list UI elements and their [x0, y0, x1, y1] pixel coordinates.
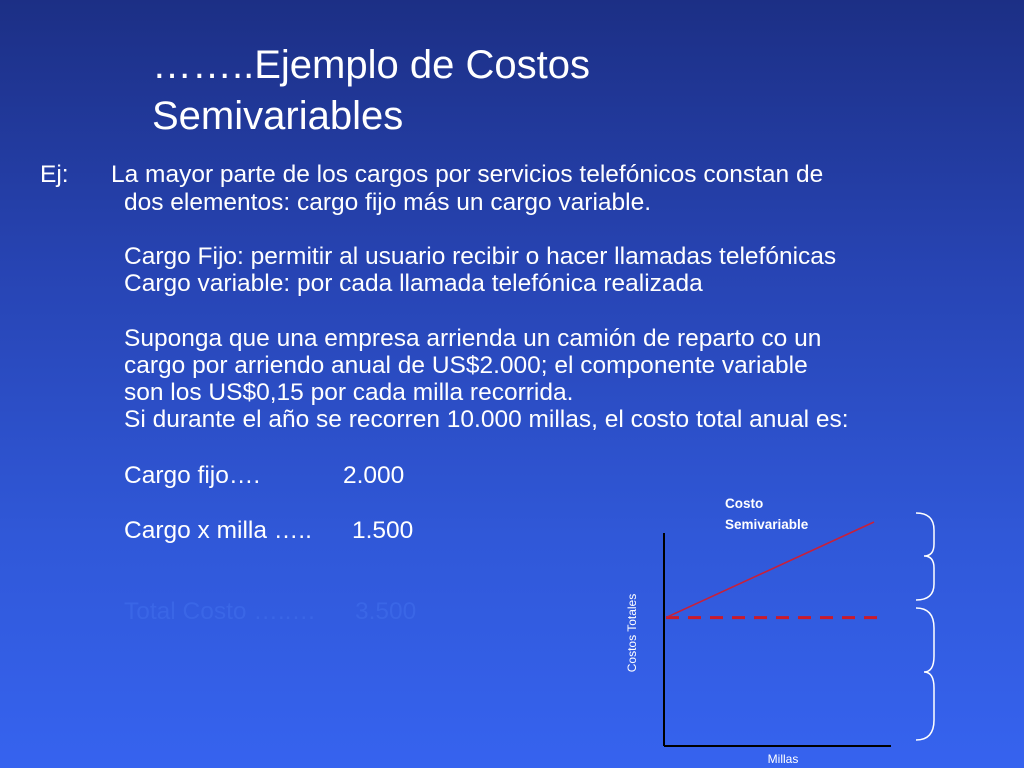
title-line-2: Semivariables — [152, 94, 404, 138]
total-cost-label: Total Costo …..… — [124, 598, 316, 625]
intro-line-1: La mayor parte de los cargos por servicios telefónicos constan de — [111, 161, 824, 188]
example-prefix: Ej: — [40, 161, 69, 188]
legend-line-1: Costo — [725, 496, 764, 511]
fixed-cost-label: Cargo fijo…. — [124, 462, 261, 489]
title-line-1: ……..Ejemplo de Costos — [152, 43, 590, 87]
mile-cost-value: 1.500 — [352, 517, 414, 544]
legend-line-2: Semivariable — [725, 517, 809, 532]
x-axis-label: Millas — [767, 752, 799, 766]
mile-cost-label: Cargo x milla ….. — [124, 517, 312, 544]
semivariable-cost-line — [666, 522, 874, 618]
total-cost-value: 3.500 — [355, 598, 417, 625]
fixed-cost-brace — [916, 608, 934, 740]
variable-charge-text: Cargo variable: por cada llamada telefónica realizada — [124, 270, 703, 297]
example-line-2: cargo por arriendo anual de US$2.000; el componente variable — [124, 352, 808, 379]
example-line-3: son los US$0,15 por cada milla recorrida. — [124, 379, 574, 406]
example-line-4: Si durante el año se recorren 10.000 millas, el costo total anual es: — [124, 406, 849, 433]
y-axis-label: Costos Totales — [625, 593, 639, 673]
variable-cost-brace — [916, 513, 934, 600]
intro-line-2: dos elementos: cargo fijo más un cargo variable. — [124, 189, 652, 216]
fixed-charge-text: Cargo Fijo: permitir al usuario recibir o hacer llamadas telefónicas — [124, 243, 837, 270]
example-line-1: Suponga que una empresa arrienda un camión de reparto co un — [124, 325, 822, 352]
fixed-cost-value: 2.000 — [343, 462, 405, 489]
